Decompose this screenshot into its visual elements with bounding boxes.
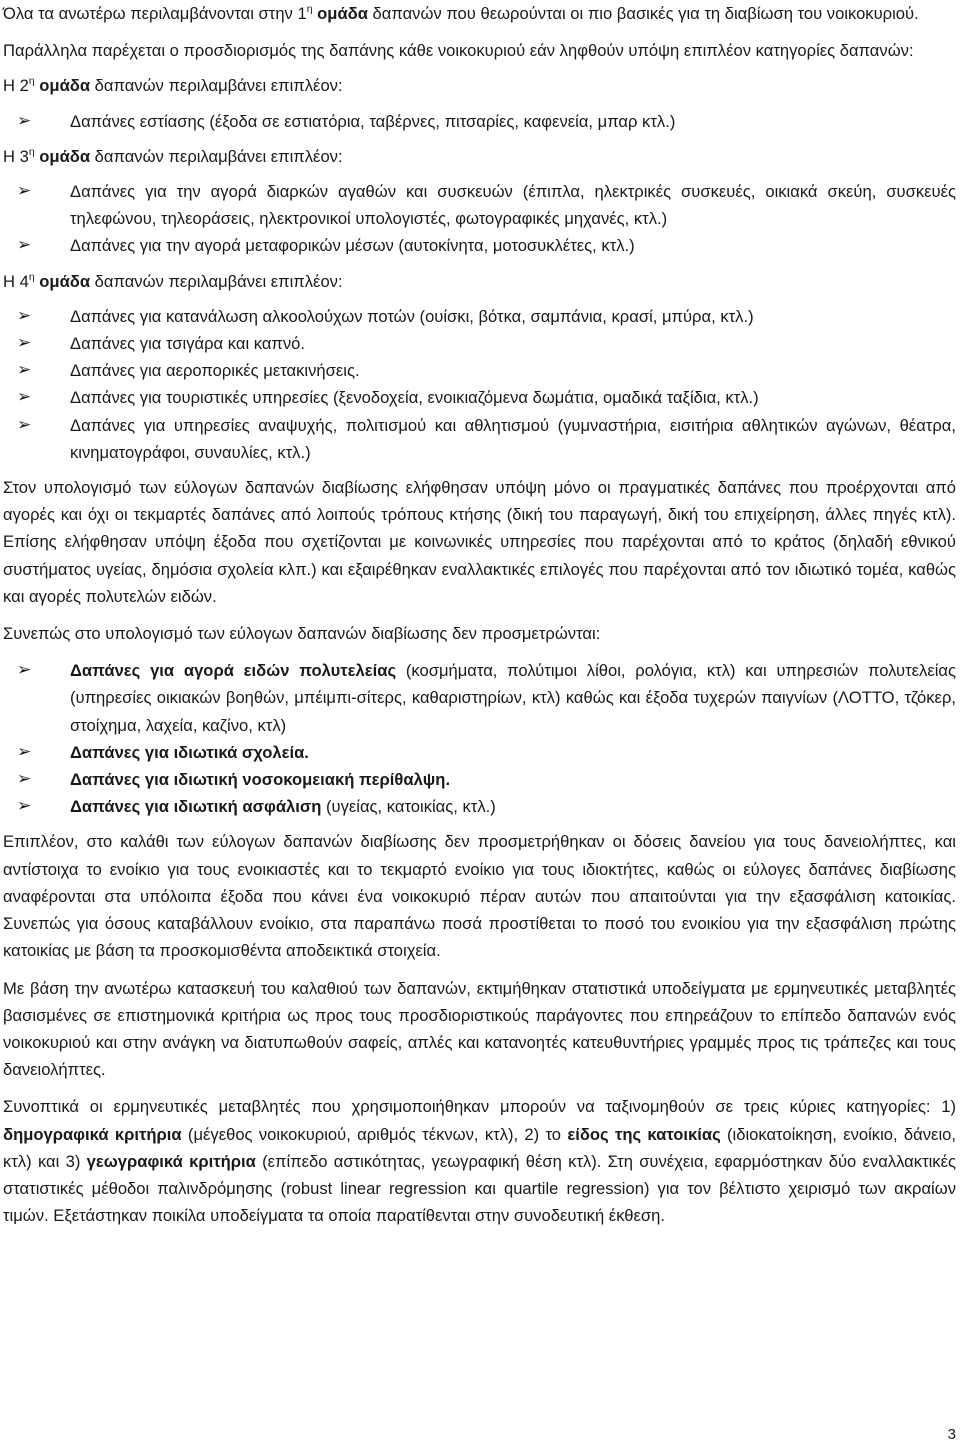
arrow-bullet-icon: ➢ (17, 414, 32, 435)
group-4-list (3, 303, 956, 466)
group-3-heading: Η $3^\eta$ ομάδα δαπανών περιλαμβάνει επιπλέον: (3, 145, 343, 166)
document-page (3, 0, 956, 1229)
excluded-expenses-list (3, 657, 956, 820)
group-2-list (3, 108, 956, 135)
arrow-bullet-icon: ➢ (17, 305, 32, 326)
arrow-bullet-icon: ➢ (17, 181, 32, 202)
list-item: ➢ Δαπάνες για αεροπορικές μετακινήσεις. (3, 357, 956, 384)
arrow-bullet-icon: ➢ (17, 741, 32, 762)
group-2-heading: Η $2^\eta$ ομάδα δαπανών περιλαμβάνει επιπλέον: (3, 75, 343, 96)
list-item: ➢ Δαπάνες εστίασης (έξοδα σε εστιατόρια, ταβέρνες, πιτσαρίες, καφενεία, μπαρ κτλ.) (3, 108, 956, 135)
paragraph-intro: Όλα τα ανωτέρω περιλαμβάνονται στην $1^\eta$ ομάδα δαπανών που θεωρούνται οι πιο βασικές για τη διαβίωση του νοικοκυριού. (3, 3, 919, 23)
list-item: ➢ Δαπάνες για τσιγάρα και καπνό. (3, 330, 956, 357)
arrow-bullet-icon: ➢ (17, 796, 32, 817)
list-item: ➢ Δαπάνες για την αγορά μεταφορικών μέσων (αυτοκίνητα, μοτοσυκλέτες, κτλ.) (3, 232, 956, 259)
paragraph-rent-loans: Επιπλέον, στο καλάθι των εύλογων δαπανών διαβίωσης δεν προσμετρήθηκαν οι δόσεις δανείου για τους δανειολήπτες, και αντίστοιχα το ενοίκιο για τους ενοικιαστές και το τεκμαρτό ενοίκιο για τους ιδιοκτήτες, καθώς οι εύλογες δαπάνες διαβίωσης αναφέρονται στα υπόλοιπα έξοδα που κάνει ένα νοικοκυριό πέραν αυτών που απαιτούνται για την εξασφάλιση κατοικίας. Συνεπώς για όσους καταβάλλουν ενοίκιο, στα παραπάνω ποσά προστίθεται το ποσό του ενοικίου για την εξασφάλιση πρώτης κατοικίας με βάση τα προσκομισθέντα αποδεικτικά στοιχεία. (3, 832, 956, 961)
arrow-bullet-icon: ➢ (17, 387, 32, 408)
list-item: ➢ Δαπάνες για ιδιωτικά σχολεία. (3, 739, 956, 766)
paragraph-explanatory-variables: Συνοπτικά οι ερμηνευτικές μεταβλητές που χρησιμοποιήθηκαν μπορούν να ταξινομηθούν σε τρεις κύριες κατηγορίες: 1) δημογραφικά κριτήρια (μέγεθος νοικοκυριού, αριθμός τέκνων, κτλ), 2) το είδος της κατοικίας (ιδιοκατοίκηση, ενοίκιο, δάνειο, κτλ) και 3) γεωγραφικά κριτήρια (επίπεδο αστικότητας, γεωγραφική θέση κτλ). Στη συνέχεια, εφαρμόστηκαν δύο εναλλακτικές στατιστικές μέθοδοι παλινδρόμησης (robust linear regression και quartile regression) για τον βέλτιστο χειρισμό των ακραίων τιμών. Εξετάστηκαν ποικίλα υποδείγματα τα οποία παρατίθενται στην συνοδευτική έκθεση. (3, 1097, 956, 1226)
group-3-list (3, 178, 956, 260)
arrow-bullet-icon: ➢ (17, 360, 32, 381)
paragraph-not-counted: Συνεπώς στο υπολογισμό των εύλογων δαπανών διαβίωσης δεν προσμετρώνται: (3, 624, 601, 644)
arrow-bullet-icon: ➢ (17, 660, 32, 681)
page-number: 3 (947, 1426, 956, 1443)
arrow-bullet-icon: ➢ (17, 769, 32, 790)
list-item: ➢ Δαπάνες για αγορά ειδών πολυτελείας (κοσμήματα, πολύτιμοι λίθοι, ρολόγια, κτλ) και υπηρεσιών πολυτελείας (υπηρεσίες οικιακών βοηθών, μπέιμπι-σίτερς, καθαριστηρίων, κτλ) καθώς και έξοδα τυχερών παιγνίων (ΛΟΤΤΟ, τζόκερ, στοίχημα, λαχεία, καζίνο, κτλ) (3, 657, 956, 739)
arrow-bullet-icon: ➢ (17, 333, 32, 354)
arrow-bullet-icon: ➢ (17, 235, 32, 256)
arrow-bullet-icon: ➢ (17, 110, 32, 131)
list-item: ➢ Δαπάνες για ιδιωτική νοσοκομειακή περίθαλψη. (3, 766, 956, 793)
paragraph-actual-expenses: Στον υπολογισμό των εύλογων δαπανών διαβίωσης ελήφθησαν υπόψη μόνο οι πραγματικές δαπάνες που προέρχονται από αγορές και όχι οι τεκμαρτές δαπάνες από λοιπούς τρόπους κτήσης (δική του παραγωγή, δική του επιχείρηση, άλλες πηγές κτλ). Επίσης ελήφθησαν υπόψη έξοδα που σχετίζονται με κοινωνικές υπηρεσίες που παρέχονται από το κράτος (δηλαδή εθνικού συστήματος υγείας, δημόσια σχολεία κλπ.) και εξαιρέθηκαν εναλλακτικές επιλογές που παρέχονται από τον ιδιωτικό τομέα, καθώς και αγορές πολυτελών ειδών. (3, 478, 956, 606)
list-item: ➢ Δαπάνες για υπηρεσίες αναψυχής, πολιτισμού και αθλητισμού (γυμναστήρια, εισιτήρια αθλητικών αγώνων, θέατρα, κινηματογράφοι, συναυλίες, κτλ.) (3, 412, 956, 466)
list-item: ➢ Δαπάνες για την αγορά διαρκών αγαθών και συσκευών (έπιπλα, ηλεκτρικές συσκευές, οικιακά σκεύη, συσκευές τηλεφώνου, τηλεοράσεις, ηλεκτρονικοί υπολογιστές, φωτογραφικές μηχανές, κτλ.) (3, 178, 956, 232)
list-item: ➢ Δαπάνες για ιδιωτική ασφάλιση (υγείας, κατοικίας, κτλ.) (3, 793, 956, 820)
group-4-heading: Η $4^\eta$ ομάδα δαπανών περιλαμβάνει επιπλέον: (3, 270, 343, 291)
list-item: ➢ Δαπάνες για κατανάλωση αλκοολούχων ποτών (ουίσκι, βότκα, σαμπάνια, κρασί, μπύρα, κτλ.) (3, 303, 956, 330)
paragraph-categories: Παράλληλα παρέχεται ο προσδιορισμός της δαπάνης κάθε νοικοκυριού εάν ληφθούν υπόψη επιπλέον κατηγορίες δαπανών: (3, 41, 914, 61)
list-item: ➢ Δαπάνες για τουριστικές υπηρεσίες (ξενοδοχεία, ενοικιαζόμενα δωμάτια, ομαδικά ταξίδια, κτλ.) (3, 384, 956, 411)
paragraph-statistical-models: Με βάση την ανωτέρω κατασκευή του καλαθιού των δαπανών, εκτιμήθηκαν στατιστικά υποδείγματα με ερμηνευτικές μεταβλητές βασισμένες σε επιστημονικά κριτήρια ως προς τους προσδιοριστικούς παράγοντες που επηρεάζουν το επίπεδο δαπανών ενός νοικοκυριού και στην ανάγκη να διατυπωθούν σαφείς, απλές και κατανοητές κατευθυντήριες γραμμές προς τις τράπεζες και τους δανειολήπτες. (3, 978, 956, 1080)
